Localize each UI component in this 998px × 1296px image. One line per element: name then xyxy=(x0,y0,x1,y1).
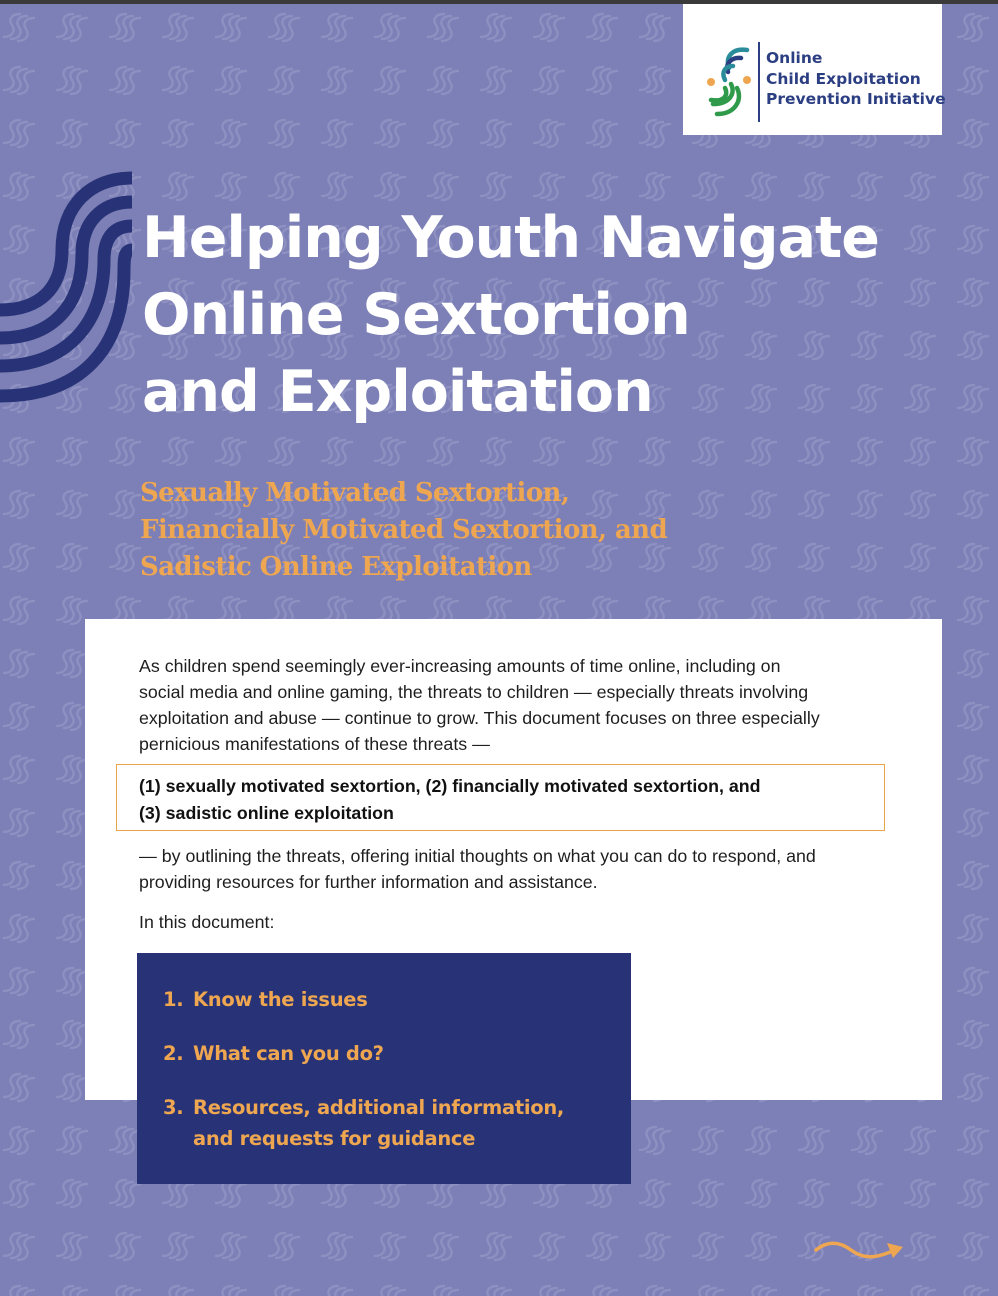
highlight-line: (1) sexually motivated sextortion, (2) financially motivated sextortion, and xyxy=(139,776,761,796)
toc-label-line: Resources, additional information, xyxy=(193,1096,565,1119)
logo-line-2: Child Exploitation xyxy=(766,69,921,88)
title-line: Online Sextortion xyxy=(142,282,690,348)
table-of-contents xyxy=(137,953,631,1184)
swirl-decoration-icon xyxy=(0,170,132,406)
toc-item-know-the-issues[interactable] xyxy=(163,984,623,1015)
intro-line: As children spend seemingly ever-increasing amounts of time online, including on xyxy=(139,656,781,676)
highlight-line: (3) sadistic online exploitation xyxy=(139,803,394,823)
title-line: Helping Youth Navigate xyxy=(142,205,879,271)
toc-list xyxy=(163,984,623,1177)
toc-number: 1. xyxy=(163,988,184,1011)
toc-label-line: Know the issues xyxy=(193,988,368,1011)
oceii-s-mark-icon xyxy=(703,44,753,120)
intro-line: social media and online gaming, the threats to children — especially threats involving xyxy=(139,682,809,702)
intro-line: pernicious manifestations of these threats — xyxy=(139,734,490,754)
toc-label xyxy=(193,1038,623,1069)
logo-line-1: Online xyxy=(766,49,823,67)
in-this-document-label: In this document: xyxy=(139,912,275,932)
after-line: — by outlining the threats, offering initial thoughts on what you can do to respond, and xyxy=(139,846,816,866)
after-paragraph xyxy=(139,843,919,895)
logo-line-3: Prevention Initiative xyxy=(766,90,946,108)
highlight-text xyxy=(139,773,879,827)
subtitle-line: Financially Motivated Sextortion, and xyxy=(140,515,668,545)
page-subtitle xyxy=(140,475,920,586)
subtitle-line: Sexually Motivated Sextortion, xyxy=(140,478,570,508)
toc-number: 3. xyxy=(163,1096,184,1119)
logo-wordmark xyxy=(766,48,946,110)
toc-number: 2. xyxy=(163,1042,184,1065)
logo-card xyxy=(683,4,946,135)
subtitle-line: Sadistic Online Exploitation xyxy=(140,552,532,582)
title-line: and Exploitation xyxy=(142,359,653,425)
next-page-arrow-icon[interactable] xyxy=(813,1238,907,1264)
highlight-box xyxy=(116,764,885,831)
intro-line: exploitation and abuse — continue to grow. This document focuses on three especially xyxy=(139,708,820,728)
logo-divider xyxy=(758,42,760,122)
intro-paragraph xyxy=(139,653,899,757)
after-line: providing resources for further information and assistance. xyxy=(139,872,598,892)
toc-label-line: and requests for guidance xyxy=(193,1127,476,1150)
toc-label-line: What can you do? xyxy=(193,1042,384,1065)
page-title xyxy=(142,200,942,431)
toc-label xyxy=(193,984,623,1015)
toc-label xyxy=(193,1092,623,1154)
toc-item-what-can-you-do[interactable] xyxy=(163,1038,623,1069)
toc-item-resources[interactable] xyxy=(163,1092,623,1154)
